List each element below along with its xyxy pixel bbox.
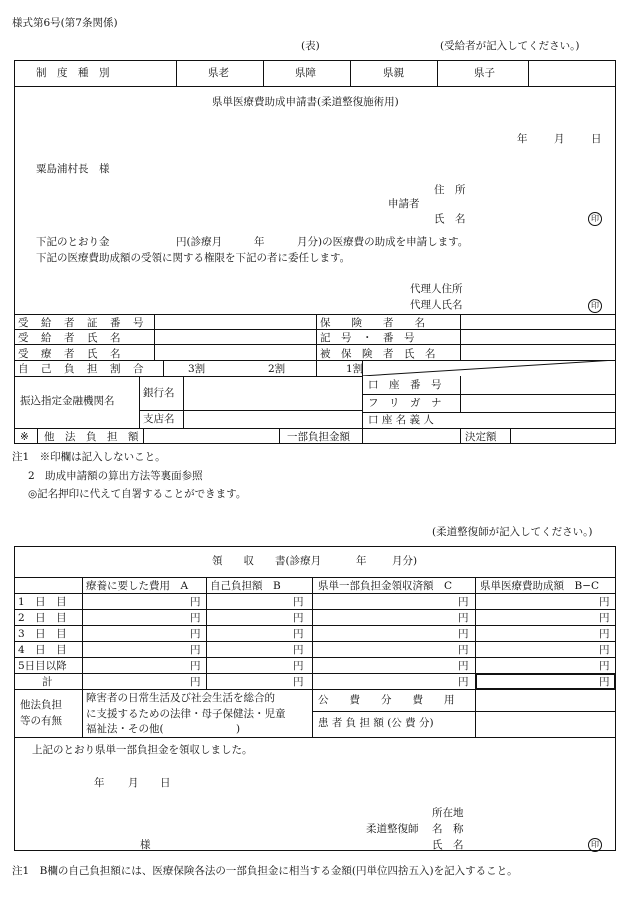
note-3: ◎記名押印に代えて自署することができます。 — [28, 488, 247, 500]
yen-unit: 円 — [190, 676, 201, 688]
yen-unit: 円 — [458, 644, 469, 656]
receipt-title-a: 領 収 書(診療月 — [212, 555, 322, 567]
received-text: 上記のとおり県単一部負担金を領収しました。 — [32, 744, 253, 756]
yen-unit: 円 — [599, 644, 610, 656]
seal-icon: 印 — [588, 299, 602, 313]
applicant-label: 申請者 — [388, 198, 420, 210]
yen-unit: 円 — [190, 660, 201, 672]
bank-label: 振込指定金融機関名 — [20, 395, 115, 407]
law-text-2: に支援するための法律・母子保健法・児童 — [86, 708, 286, 720]
receipt-day: 日 — [160, 777, 171, 789]
date-day: 日 — [591, 133, 602, 145]
insurer-label: 保 険 者 名 — [320, 317, 425, 329]
form-number: 様式第6号(第7条関係) — [12, 17, 118, 29]
receipt-title-b: 年 — [356, 555, 367, 567]
symbol-number-label: 記 号 ・ 番 号 — [320, 332, 415, 344]
yen-unit: 円 — [599, 660, 610, 672]
yen-unit: 円 — [293, 596, 304, 608]
address-label: 住 所 — [434, 184, 466, 196]
body-delegate: 下記の医療費助成額の受領に関する権限を下記の者に委任します。 — [36, 252, 351, 264]
seal-icon: 印 — [588, 838, 602, 852]
yen-unit: 円 — [190, 628, 201, 640]
body-amount-suffix: 月分)の医療費の助成を申請します。 — [297, 236, 469, 248]
note-bottom: 注1 B欄の自己負担額には、医療保険各法の一部負担金に相当する金額(円単位四捨五入)を記入すること。 — [12, 865, 518, 877]
body-amount-year: 年 — [254, 236, 265, 248]
public-cost-label: 公 費 分 費 用 — [318, 694, 455, 706]
sama-label: 様 — [140, 839, 151, 851]
row-day4: 4 日 目 — [18, 644, 67, 656]
ratio-1[interactable]: 1割 — [346, 363, 364, 375]
header-b: 自己負担額 B — [210, 580, 281, 592]
row-day1: 1 日 目 — [18, 596, 67, 608]
body-amount-month: 円(診療月 — [176, 236, 223, 248]
patient-public-label: 患 者 負 担 額 (公 費 分) — [318, 717, 434, 729]
row-day3: 3 日 目 — [18, 628, 67, 640]
header-c: 県単一部負担金領収済額 C — [318, 580, 453, 592]
yen-unit: 円 — [458, 596, 469, 608]
branch-name-label: 支店名 — [143, 413, 175, 425]
front-label: (表) — [301, 40, 320, 52]
copay-ratio-label: 自 己 負 担 割 合 — [18, 363, 145, 375]
receipt-title-c: 月分) — [392, 555, 418, 567]
note-2: 2 助成申請額の算出方法等裏面参照 — [28, 470, 203, 482]
other-law-label: 他 法 負 担 額 — [44, 431, 139, 443]
office-mark: ※ — [20, 431, 29, 443]
receipt-year: 年 — [94, 777, 105, 789]
practitioner-note: (柔道整復師が記入してください。) — [432, 526, 593, 538]
yen-unit: 円 — [190, 644, 201, 656]
recipient-cert-no-label: 受 給 者 証 番 号 — [18, 317, 145, 329]
yen-unit: 円 — [293, 676, 304, 688]
system-option-kenro[interactable]: 県老 — [208, 67, 229, 79]
yen-unit: 円 — [599, 628, 610, 640]
row-day5plus: 5日目以降 — [18, 660, 67, 672]
decided-amount-label: 決定額 — [465, 431, 497, 443]
yen-unit: 円 — [458, 612, 469, 624]
partial-copay-label: 一部負担金額 — [287, 431, 350, 443]
row-total: 計 — [42, 676, 53, 688]
system-option-kenko[interactable]: 県子 — [474, 67, 495, 79]
system-type-label: 制 度 種 別 — [36, 67, 110, 79]
agent-address-label: 代理人住所 — [410, 283, 463, 295]
agent-name-label: 代理人氏名 — [410, 299, 463, 311]
applicant-note: (受給者が記入してください。) — [440, 40, 580, 52]
insured-name-label: 被 保 険 者 氏 名 — [320, 348, 436, 360]
recipient-name-label: 受 給 者 氏 名 — [18, 332, 122, 344]
ratio-3[interactable]: 3割 — [188, 363, 206, 375]
row-day2: 2 日 目 — [18, 612, 67, 624]
practitioner-label: 柔道整復師 — [366, 823, 419, 835]
patient-name-label: 受 療 者 氏 名 — [18, 348, 122, 360]
law-text-4: ) — [236, 723, 241, 735]
practitioner-name-label: 氏 名 — [432, 839, 464, 851]
yen-unit: 円 — [293, 644, 304, 656]
body-amount-prefix: 下記のとおり金 — [36, 236, 110, 248]
law-text-1: 障害者の日常生活及び社会生活を総合的 — [86, 692, 275, 704]
yen-unit: 円 — [190, 612, 201, 624]
account-no-label: 口 座 番 号 — [368, 379, 442, 391]
yen-unit: 円 — [293, 660, 304, 672]
application-title: 県単医療費助成申請書(柔道整復施術用) — [212, 96, 399, 108]
other-law-label-2: 等の有無 — [20, 715, 62, 727]
header-bc: 県単医療費助成額 B−C — [480, 580, 600, 592]
law-text-3: 福祉法・その他( — [86, 723, 164, 735]
receipt-month: 月 — [128, 777, 139, 789]
name-label: 氏 名 — [434, 213, 466, 225]
location-label: 所在地 — [432, 807, 464, 819]
date-month: 月 — [554, 133, 565, 145]
addressee: 粟島浦村長 様 — [36, 163, 110, 175]
system-option-kenshin[interactable]: 県親 — [383, 67, 404, 79]
yen-unit: 円 — [599, 612, 610, 624]
ratio-2[interactable]: 2割 — [268, 363, 286, 375]
seal-icon: 印 — [588, 212, 602, 226]
yen-unit: 円 — [190, 596, 201, 608]
furigana-label: フ リ ガ ナ — [368, 397, 442, 409]
account-holder-label: 口 座 名 義 人 — [368, 414, 434, 426]
yen-unit: 円 — [599, 676, 610, 688]
note-1: 注1 ※印欄は記入しないこと。 — [12, 451, 166, 463]
yen-unit: 円 — [293, 612, 304, 624]
other-law-label-1: 他法負担 — [20, 699, 62, 711]
yen-unit: 円 — [458, 660, 469, 672]
date-year: 年 — [517, 133, 528, 145]
yen-unit: 円 — [293, 628, 304, 640]
yen-unit: 円 — [458, 628, 469, 640]
bank-name-label: 銀行名 — [143, 387, 175, 399]
system-option-kensho[interactable]: 県障 — [295, 67, 316, 79]
yen-unit: 円 — [599, 596, 610, 608]
yen-unit: 円 — [458, 676, 469, 688]
slash-mark — [362, 360, 616, 376]
name-title-label: 名 称 — [432, 823, 464, 835]
header-a: 療養に要した費用 A — [86, 580, 189, 592]
